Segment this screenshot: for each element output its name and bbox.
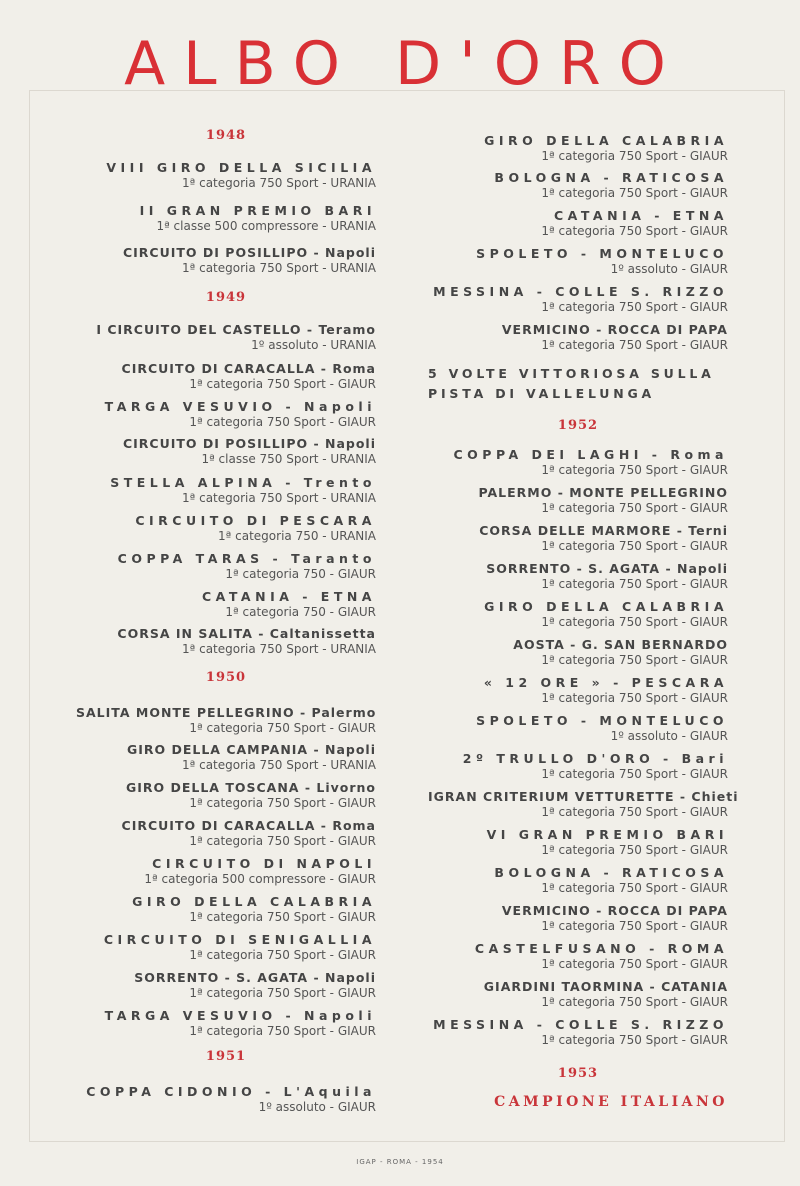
race-entry (76, 970, 376, 1000)
race-entry (428, 675, 728, 705)
note-line: 5 VOLTE VITTORIOSA SULLA (428, 366, 715, 381)
race-name: SALITA MONTE PELLEGRINO - Palermo (76, 705, 377, 720)
race-name: MESSINA - COLLE S. RIZZO (433, 1017, 728, 1032)
race-entry (428, 133, 728, 163)
race-name: IGRAN CRITERIUM VETTURETTE - Chieti (428, 789, 739, 804)
race-name: VIII GIRO DELLA SICILIA (106, 160, 376, 175)
race-entry (76, 513, 376, 543)
year-heading: 1951 (205, 1049, 247, 1064)
race-result: 1ª categoria 750 Sport - GIAUR (541, 881, 728, 895)
printer-footer: IGAP - ROMA - 1954 (356, 1158, 444, 1166)
race-result: 1ª categoria 750 Sport - GIAUR (541, 224, 728, 238)
race-name: TARGA VESUVIO - Napoli (104, 399, 376, 414)
race-result: 1ª categoria 750 Sport - GIAUR (541, 539, 728, 553)
race-result: 1º assoluto - URANIA (251, 338, 376, 352)
vallelunga-note (428, 364, 728, 404)
year-heading: 1953 (557, 1066, 599, 1081)
race-result: 1ª categoria 750 Sport - GIAUR (541, 338, 728, 352)
race-entry (428, 637, 728, 667)
race-name: COPPA TARAS - Taranto (117, 551, 376, 566)
race-entry (76, 203, 376, 233)
race-entry (76, 475, 376, 505)
race-entry (428, 713, 728, 743)
race-result: 1ª categoria 750 Sport - URANIA (182, 261, 376, 275)
race-entry (428, 599, 728, 629)
race-entry (76, 705, 376, 735)
race-entry (76, 742, 376, 772)
race-result: 1ª categoria 750 Sport - GIAUR (541, 767, 728, 781)
race-result: 1ª categoria 750 Sport - GIAUR (541, 995, 728, 1009)
race-result: 1ª categoria 750 Sport - GIAUR (541, 805, 728, 819)
race-result: 1ª categoria 750 Sport - GIAUR (189, 1024, 376, 1038)
race-name: CIRCUITO DI POSILLIPO - Napoli (122, 436, 376, 451)
race-name: I CIRCUITO DEL CASTELLO - Teramo (96, 322, 376, 337)
race-result: 1ª categoria 750 Sport - GIAUR (541, 501, 728, 515)
race-name: CIRCUITO DI CARACALLA - Roma (121, 361, 376, 376)
race-result: 1ª categoria 750 - GIAUR (225, 567, 376, 581)
race-result: 1ª categoria 750 Sport - GIAUR (189, 721, 376, 735)
race-entry (428, 789, 739, 819)
race-name: CIRCUITO DI SENIGALLIA (103, 932, 376, 947)
race-name: SORRENTO - S. AGATA - Napoli (486, 561, 728, 576)
race-entry (428, 246, 728, 276)
note-line: PISTA DI VALLELUNGA (428, 386, 656, 401)
race-entry (76, 1084, 376, 1114)
race-result: 1ª categoria 750 Sport - GIAUR (541, 957, 728, 971)
race-result: 1ª categoria 750 Sport - GIAUR (541, 615, 728, 629)
race-result: 1ª categoria 750 Sport - GIAUR (541, 186, 728, 200)
race-entry (428, 903, 728, 933)
race-entry (428, 485, 728, 515)
race-name: SPOLETO - MONTELUCO (476, 713, 728, 728)
race-result: 1ª categoria 750 - GIAUR (225, 605, 376, 619)
race-entry (428, 561, 728, 591)
race-result: 1ª categoria 750 Sport - GIAUR (189, 986, 376, 1000)
race-entry (428, 208, 728, 238)
race-entry (76, 245, 376, 275)
race-name: STELLA ALPINA - Trento (110, 475, 376, 490)
race-name: SPOLETO - MONTELUCO (476, 246, 728, 261)
race-name: PALERMO - MONTE PELLEGRINO (478, 485, 728, 500)
race-name: CIRCUITO DI CARACALLA - Roma (121, 818, 376, 833)
race-result: 1ª categoria 750 Sport - URANIA (182, 491, 376, 505)
race-name: CASTELFUSANO - ROMA (474, 941, 728, 956)
race-result: 1ª categoria 750 Sport - GIAUR (189, 377, 376, 391)
race-result: 1ª categoria 750 Sport - GIAUR (541, 1033, 728, 1047)
race-result: 1ª categoria 750 Sport - GIAUR (541, 653, 728, 667)
race-entry (76, 1008, 376, 1038)
race-entry (428, 284, 728, 314)
race-result: 1ª categoria 750 Sport - GIAUR (189, 910, 376, 924)
race-name: MESSINA - COLLE S. RIZZO (433, 284, 728, 299)
year-heading: 1949 (205, 290, 247, 305)
race-entry (76, 932, 376, 962)
race-entry (428, 447, 728, 477)
race-name: GIRO DELLA CALABRIA (484, 599, 728, 614)
race-name: GIRO DELLA CAMPANIA - Napoli (126, 742, 376, 757)
race-name: VERMICINO - ROCCA DI PAPA (501, 903, 728, 918)
race-entry (428, 827, 728, 857)
race-result: 1º assoluto - GIAUR (258, 1100, 376, 1114)
race-entry (76, 551, 376, 581)
race-entry (428, 170, 728, 200)
race-entry (428, 865, 728, 895)
race-name: GIARDINI TAORMINA - CATANIA (483, 979, 728, 994)
race-entry (76, 361, 376, 391)
race-entry (428, 322, 728, 352)
race-result: 1ª categoria 750 Sport - GIAUR (541, 149, 728, 163)
race-result: 1ª categoria 750 Sport - GIAUR (541, 919, 728, 933)
year-heading: 1948 (205, 128, 247, 143)
race-name: GIRO DELLA TOSCANA - Livorno (125, 780, 376, 795)
race-entry (76, 399, 376, 429)
race-entry (428, 1017, 728, 1047)
race-name: « 12 ORE » - PESCARA (483, 675, 728, 690)
race-result: 1ª categoria 750 Sport - GIAUR (541, 300, 728, 314)
race-result: 1ª classe 750 Sport - URANIA (201, 452, 376, 466)
race-entry (76, 856, 376, 886)
race-name: 2º TRULLO D'ORO - Bari (462, 751, 728, 766)
race-result: 1ª categoria 750 Sport - GIAUR (541, 691, 728, 705)
race-name: II GRAN PREMIO BARI (139, 203, 376, 218)
race-entry (76, 322, 376, 352)
race-name: TARGA VESUVIO - Napoli (104, 1008, 376, 1023)
race-name: CORSA IN SALITA - Caltanissetta (117, 626, 376, 641)
race-entry (428, 751, 728, 781)
race-result: 1ª categoria 500 compressore - GIAUR (144, 872, 376, 886)
race-name: CIRCUITO DI PESCARA (135, 513, 376, 528)
race-name: CIRCUITO DI NAPOLI (152, 856, 376, 871)
race-result: 1º assoluto - GIAUR (610, 729, 728, 743)
race-result: 1ª categoria 750 Sport - GIAUR (541, 463, 728, 477)
race-result: 1ª categoria 750 Sport - GIAUR (189, 948, 376, 962)
race-entry (428, 523, 728, 553)
race-result: 1ª categoria 750 Sport - URANIA (182, 758, 376, 772)
race-name: CATANIA - ETNA (554, 208, 728, 223)
race-name: COPPA CIDONIO - L'Aquila (86, 1084, 376, 1099)
page-title: ALBO D'ORO (124, 29, 684, 99)
race-entry (76, 780, 376, 810)
race-name: CIRCUITO DI POSILLIPO - Napoli (122, 245, 376, 260)
race-result: 1ª categoria 750 Sport - GIAUR (541, 577, 728, 591)
race-name: VERMICINO - ROCCA DI PAPA (501, 322, 728, 337)
race-name: CATANIA - ETNA (202, 589, 376, 604)
race-name: SORRENTO - S. AGATA - Napoli (134, 970, 376, 985)
race-name: CORSA DELLE MARMORE - Terni (479, 523, 728, 538)
race-name: BOLOGNA - RATICOSA (494, 170, 728, 185)
race-entry (76, 818, 376, 848)
race-entry (76, 894, 376, 924)
champion-title: CAMPIONE ITALIANO (494, 1094, 728, 1110)
race-entry (76, 160, 376, 190)
race-name: BOLOGNA - RATICOSA (494, 865, 728, 880)
race-entry (76, 436, 376, 466)
race-entry (76, 589, 376, 619)
race-result: 1ª categoria 750 Sport - URANIA (182, 642, 376, 656)
race-result: 1ª categoria 750 Sport - GIAUR (189, 796, 376, 810)
race-name: COPPA DEI LAGHI - Roma (453, 447, 728, 462)
race-result: 1ª categoria 750 - URANIA (218, 529, 376, 543)
race-name: GIRO DELLA CALABRIA (132, 894, 376, 909)
race-entry (76, 626, 376, 656)
race-result: 1ª categoria 750 Sport - GIAUR (189, 415, 376, 429)
year-heading: 1950 (205, 670, 247, 685)
race-entry (428, 979, 728, 1009)
race-result: 1º assoluto - GIAUR (610, 262, 728, 276)
race-name: GIRO DELLA CALABRIA (484, 133, 728, 148)
year-heading: 1952 (557, 418, 599, 433)
race-entry (428, 941, 728, 971)
race-result: 1ª categoria 750 Sport - GIAUR (189, 834, 376, 848)
race-result: 1ª categoria 750 Sport - URANIA (182, 176, 376, 190)
race-result: 1ª classe 500 compressore - URANIA (156, 219, 376, 233)
race-name: AOSTA - G. SAN BERNARDO (513, 637, 728, 652)
race-name: VI GRAN PREMIO BARI (486, 827, 728, 842)
race-result: 1ª categoria 750 Sport - GIAUR (541, 843, 728, 857)
